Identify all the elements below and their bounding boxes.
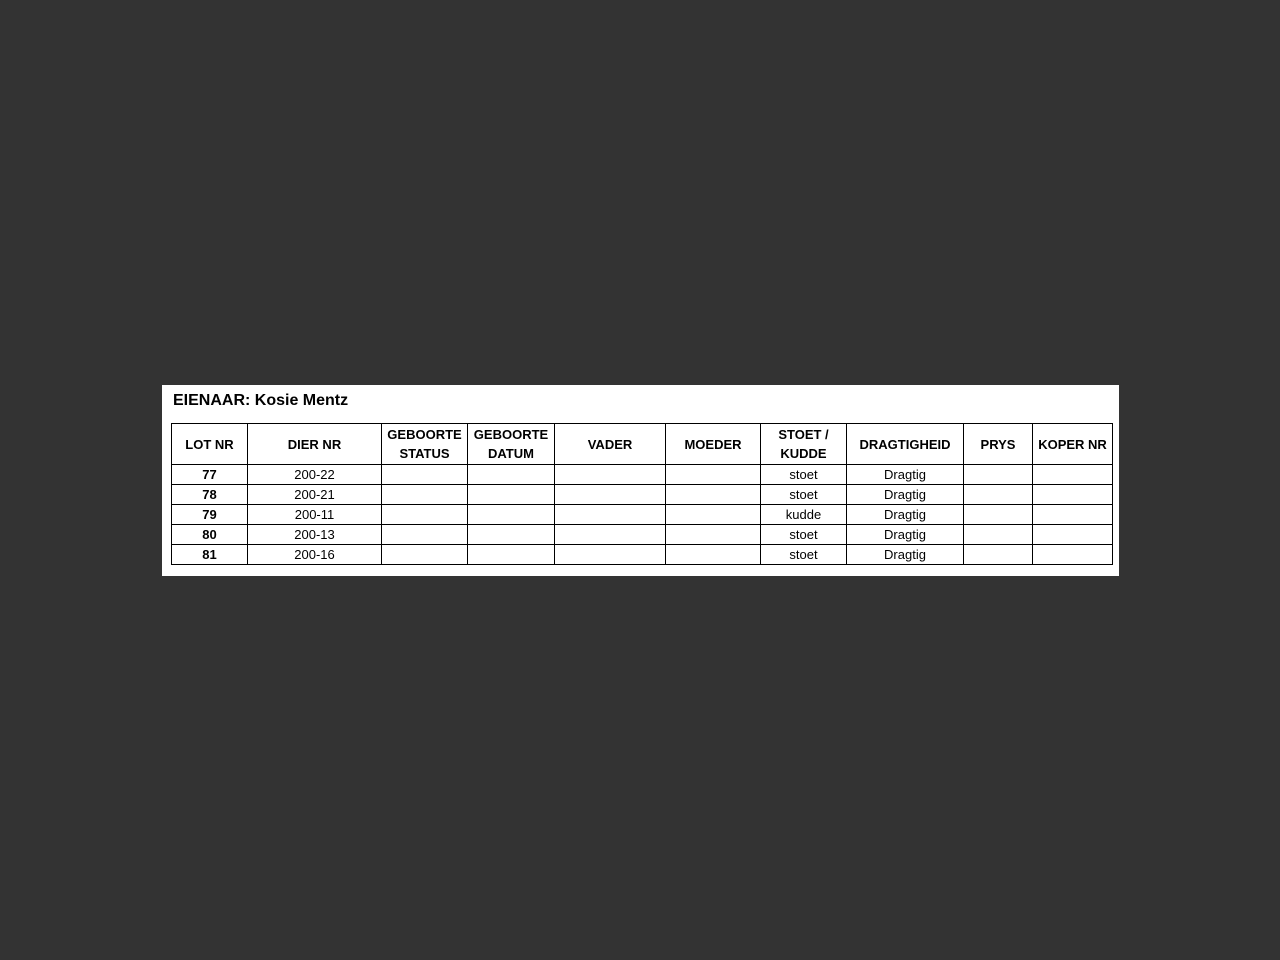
cell-geboorte-status: [382, 485, 468, 505]
cell-vader: [555, 505, 666, 525]
cell-moeder: [666, 505, 761, 525]
cell-lot-nr: 78: [172, 485, 248, 505]
cell-vader: [555, 485, 666, 505]
cell-dragtigheid: Dragtig: [847, 485, 964, 505]
table-row: [172, 545, 1113, 565]
col-header-geboorte-datum: GEBOORTE DATUM: [468, 424, 555, 465]
cell-moeder: [666, 545, 761, 565]
cell-dier-nr: 200-16: [248, 545, 382, 565]
col-header-vader: VADER: [555, 424, 666, 465]
cell-koper-nr: [1033, 465, 1113, 485]
cell-koper-nr: [1033, 545, 1113, 565]
owner-heading: EIENAAR: Kosie Mentz: [173, 392, 349, 409]
document-sheet: [162, 385, 1119, 576]
cell-geboorte-status: [382, 525, 468, 545]
header-row: [172, 424, 1113, 465]
cell-koper-nr: [1033, 525, 1113, 545]
cell-dragtigheid: Dragtig: [847, 465, 964, 485]
cell-vader: [555, 465, 666, 485]
cell-vader: [555, 525, 666, 545]
table-row: [172, 485, 1113, 505]
cell-dragtigheid: Dragtig: [847, 505, 964, 525]
cell-geboorte-status: [382, 505, 468, 525]
cell-geboorte-status: [382, 545, 468, 565]
cell-prys: [964, 505, 1033, 525]
cell-stoet-kudde: stoet: [761, 525, 847, 545]
cell-stoet-kudde: stoet: [761, 545, 847, 565]
cell-geboorte-datum: [468, 465, 555, 485]
col-header-dier-nr: DIER NR: [248, 424, 382, 465]
cell-stoet-kudde: stoet: [761, 465, 847, 485]
cell-prys: [964, 525, 1033, 545]
col-header-lot-nr: LOT NR: [172, 424, 248, 465]
cell-dier-nr: 200-13: [248, 525, 382, 545]
cell-moeder: [666, 465, 761, 485]
cell-koper-nr: [1033, 505, 1113, 525]
col-header-dragtigheid: DRAGTIGHEID: [847, 424, 964, 465]
cell-geboorte-datum: [468, 485, 555, 505]
col-header-moeder: MOEDER: [666, 424, 761, 465]
table-row: [172, 465, 1113, 485]
cell-geboorte-datum: [468, 505, 555, 525]
cell-stoet-kudde: stoet: [761, 485, 847, 505]
col-header-prys: PRYS: [964, 424, 1033, 465]
cell-dier-nr: 200-11: [248, 505, 382, 525]
cell-vader: [555, 545, 666, 565]
cell-lot-nr: 81: [172, 545, 248, 565]
cell-moeder: [666, 525, 761, 545]
cell-dier-nr: 200-22: [248, 465, 382, 485]
cell-dragtigheid: Dragtig: [847, 545, 964, 565]
cell-geboorte-datum: [468, 525, 555, 545]
table-row: [172, 525, 1113, 545]
lots-table: [171, 423, 1113, 565]
cell-prys: [964, 545, 1033, 565]
col-header-geboorte-status: GEBOORTE STATUS: [382, 424, 468, 465]
cell-lot-nr: 79: [172, 505, 248, 525]
col-header-stoet-kudde: STOET / KUDDE: [761, 424, 847, 465]
cell-dragtigheid: Dragtig: [847, 525, 964, 545]
col-header-koper-nr: KOPER NR: [1033, 424, 1113, 465]
cell-geboorte-datum: [468, 545, 555, 565]
cell-koper-nr: [1033, 485, 1113, 505]
cell-dier-nr: 200-21: [248, 485, 382, 505]
cell-prys: [964, 465, 1033, 485]
cell-prys: [964, 485, 1033, 505]
table-row: [172, 505, 1113, 525]
cell-stoet-kudde: kudde: [761, 505, 847, 525]
cell-lot-nr: 77: [172, 465, 248, 485]
cell-moeder: [666, 485, 761, 505]
cell-lot-nr: 80: [172, 525, 248, 545]
cell-geboorte-status: [382, 465, 468, 485]
